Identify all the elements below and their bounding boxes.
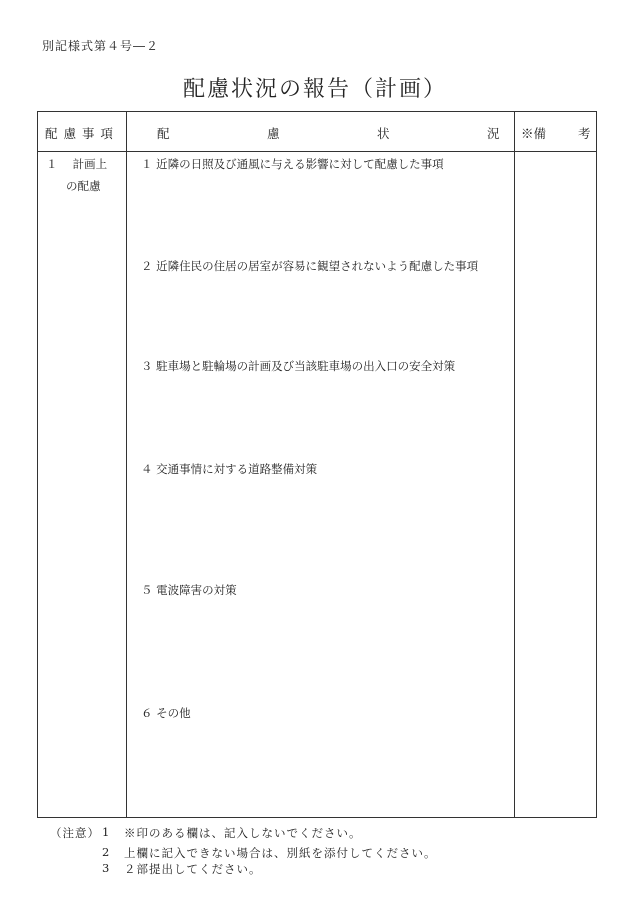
note-number: 2 — [102, 845, 111, 859]
header-remarks-2: 考 — [578, 126, 591, 141]
note-text: 上欄に記入できない場合は、別紙を添付してください。 — [124, 846, 437, 860]
header-status-1: 配 — [157, 126, 170, 141]
list-item: ２ 近隣住民の住居の居室が容易に観望されないよう配慮した事項 — [141, 259, 479, 273]
list-item: ６ その他 — [141, 706, 191, 720]
header-divider — [38, 151, 596, 152]
list-item: ５ 電波障害の対策 — [141, 583, 237, 597]
note-number: 1 — [102, 825, 111, 839]
header-remarks-1: ※備 — [521, 126, 547, 141]
list-item: １ 近隣の日照及び通風に与える影響に対して配慮した事項 — [141, 157, 444, 171]
header-status-4: 況 — [487, 126, 500, 141]
column-divider — [514, 112, 515, 817]
form-number: 別記様式第４号―２ — [42, 39, 160, 53]
category-label: の配慮 — [66, 179, 101, 193]
header-status-2: 慮 — [267, 126, 280, 141]
category-label: １ 計画上 — [46, 157, 108, 171]
notes-label: （注意） — [50, 826, 100, 840]
note-text: ２部提出してください。 — [124, 862, 262, 876]
list-item: ３ 駐車場と駐輪場の計画及び当該駐車場の出入口の安全対策 — [141, 359, 456, 373]
header-status-3: 状 — [377, 126, 390, 141]
page-title: 配慮状況の報告（計画） — [182, 77, 447, 102]
column-divider — [126, 112, 127, 817]
note-number: 3 — [102, 861, 111, 875]
list-item: ４ 交通事情に対する道路整備対策 — [141, 462, 318, 476]
note-text: ※印のある欄は、記入しないでください。 — [124, 826, 362, 840]
header-item: 配 慮 事 項 — [45, 126, 114, 141]
